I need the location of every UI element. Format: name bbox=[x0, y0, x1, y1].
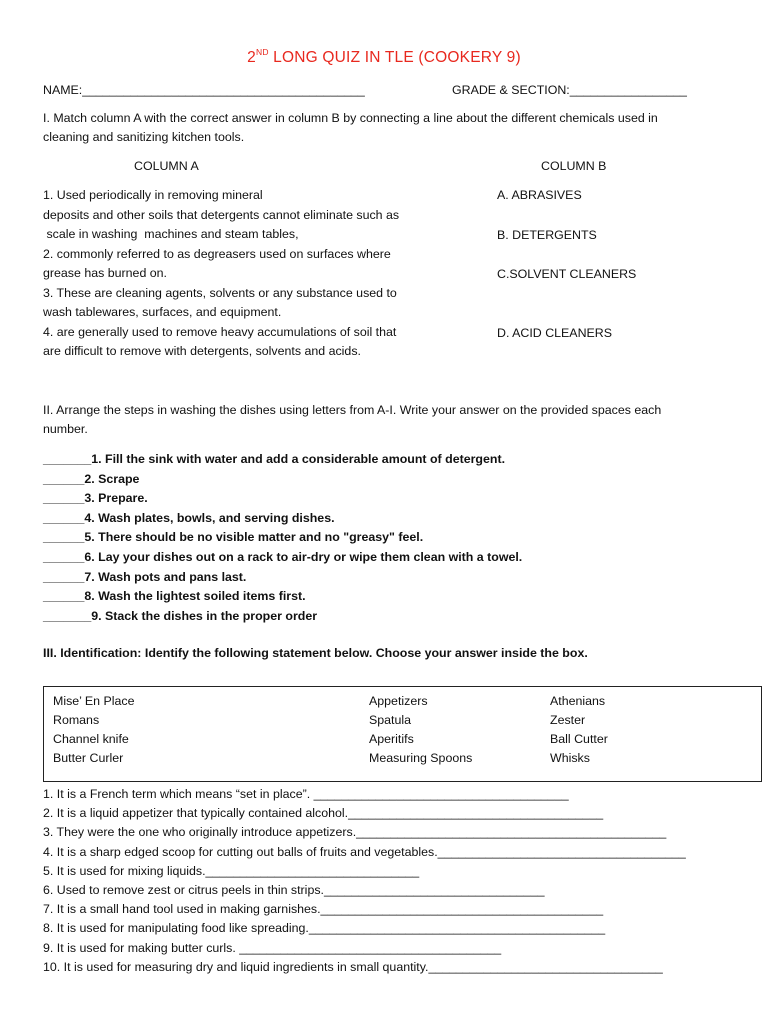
identification-item[interactable]: 2. It is a liquid appetizer that typically contained alcohol._____________________________________ bbox=[43, 806, 604, 821]
name-field[interactable]: NAME:_________________________________________ bbox=[43, 83, 365, 97]
step-item[interactable]: ______5. There should be no visible matter and no "greasy" feel. bbox=[43, 530, 424, 545]
column-b-item-b: B. DETERGENTS bbox=[497, 228, 597, 242]
choices-column-2 bbox=[369, 692, 472, 768]
step-item[interactable]: _______1. Fill the sink with water and add a considerable amount of detergent. bbox=[43, 452, 506, 466]
choices-column-3 bbox=[550, 692, 608, 768]
column-a-line: scale in washing machines and steam tables, bbox=[43, 227, 299, 241]
part2-instruction-line1: II. Arrange the steps in washing the dishes using letters from A-I. Write your answer on the provided spaces each bbox=[43, 403, 662, 417]
choice-item: Romans bbox=[53, 713, 100, 727]
choice-item: Zester bbox=[550, 713, 586, 727]
title-subtitle: (COOKERY 9) bbox=[413, 49, 521, 67]
answer-choices-box bbox=[43, 686, 762, 782]
choice-item: Athenians bbox=[550, 694, 606, 708]
identification-item[interactable]: 9. It is used for making butter curls. ______________________________________ bbox=[43, 940, 502, 955]
part2-steps-list bbox=[43, 450, 522, 626]
choice-item: Mise’ En Place bbox=[53, 694, 135, 708]
step-item[interactable]: ______8. Wash the lightest soiled items first. bbox=[43, 589, 306, 604]
choice-item: Appetizers bbox=[369, 694, 428, 708]
column-b-item-c: C.SOLVENT CLEANERS bbox=[497, 267, 637, 281]
step-item[interactable]: _______9. Stack the dishes in the proper order bbox=[43, 608, 318, 623]
column-a-line: 4. are generally used to remove heavy accumulations of soil that bbox=[43, 324, 397, 339]
step-item[interactable]: ______4. Wash plates, bowls, and serving dishes. bbox=[43, 510, 335, 525]
column-b-item-a: A. ABRASIVES bbox=[497, 188, 582, 202]
column-b-item-d: D. ACID CLEANERS bbox=[497, 326, 612, 340]
choice-item: Whisks bbox=[550, 751, 590, 765]
title-superscript: ND bbox=[255, 47, 269, 57]
grade-section-field[interactable]: GRADE & SECTION:_________________ bbox=[452, 83, 687, 97]
column-a-line: 2. commonly referred to as degreasers used on surfaces where bbox=[43, 246, 391, 261]
choice-item: Ball Cutter bbox=[550, 732, 608, 746]
identification-item[interactable]: 7. It is a small hand tool used in making garnishes._________________________________________ bbox=[43, 902, 604, 917]
title-main: LONG QUIZ IN TLE bbox=[268, 49, 414, 67]
column-a-line: 1. Used periodically in removing mineral bbox=[43, 188, 263, 202]
column-a-header: COLUMN A bbox=[134, 159, 199, 173]
choice-item: Measuring Spoons bbox=[369, 751, 473, 765]
part3-instruction: III. Identification: Identify the following statement below. Choose your answer inside the box. bbox=[43, 646, 588, 660]
column-a-line: deposits and other soils that detergents cannot eliminate such as bbox=[43, 207, 400, 222]
step-item[interactable]: ______7. Wash pots and pans last. bbox=[43, 569, 247, 584]
identification-item[interactable]: 4. It is a sharp edged scoop for cutting out balls of fruits and vegetables.____________________________________ bbox=[43, 844, 686, 859]
identification-item[interactable]: 1. It is a French term which means “set in place”. _____________________________________ bbox=[43, 787, 569, 801]
identification-item[interactable]: 6. Used to remove zest or citrus peels in thin strips.________________________________ bbox=[43, 883, 545, 898]
title-prefix: 2 bbox=[247, 49, 256, 67]
choice-item: Butter Curler bbox=[53, 751, 124, 765]
column-a-line: wash tablewares, surfaces, and equipment. bbox=[43, 305, 282, 319]
column-a-line: grease has burned on. bbox=[43, 266, 167, 280]
column-a-line: 3. These are cleaning agents, solvents or any substance used to bbox=[43, 285, 397, 300]
part2-instruction-line2: number. bbox=[43, 422, 88, 436]
identification-item[interactable]: 8. It is used for manipulating food like spreading.___________________________________________ bbox=[43, 921, 606, 936]
identification-item[interactable]: 10. It is used for measuring dry and liquid ingredients in small quantity.__________________________________ bbox=[43, 959, 663, 974]
choice-item: Aperitifs bbox=[369, 732, 414, 746]
step-item[interactable]: ______2. Scrape bbox=[43, 471, 140, 486]
step-item[interactable]: ______3. Prepare. bbox=[43, 491, 148, 506]
identification-item[interactable]: 3. They were the one who originally introduce appetizers._____________________________________________ bbox=[43, 825, 667, 840]
choice-item: Channel knife bbox=[53, 732, 129, 746]
column-a-list bbox=[43, 186, 399, 362]
identification-item[interactable]: 5. It is used for mixing liquids._______________________________ bbox=[43, 863, 420, 878]
choice-item: Spatula bbox=[369, 713, 412, 727]
choices-column-1 bbox=[53, 692, 135, 768]
column-b-header: COLUMN B bbox=[541, 159, 607, 173]
step-item[interactable]: ______6. Lay your dishes out on a rack to air-dry or wipe them clean with a towel. bbox=[43, 549, 523, 564]
part1-instruction-line2: cleaning and sanitizing kitchen tools. bbox=[43, 130, 245, 144]
column-a-line: are difficult to remove with detergents, solvents and acids. bbox=[43, 344, 361, 358]
part1-instruction-line1: I. Match column A with the correct answer in column B by connecting a line about the different chemicals used in bbox=[43, 111, 658, 125]
identification-list bbox=[43, 785, 686, 977]
page-title bbox=[0, 48, 768, 67]
